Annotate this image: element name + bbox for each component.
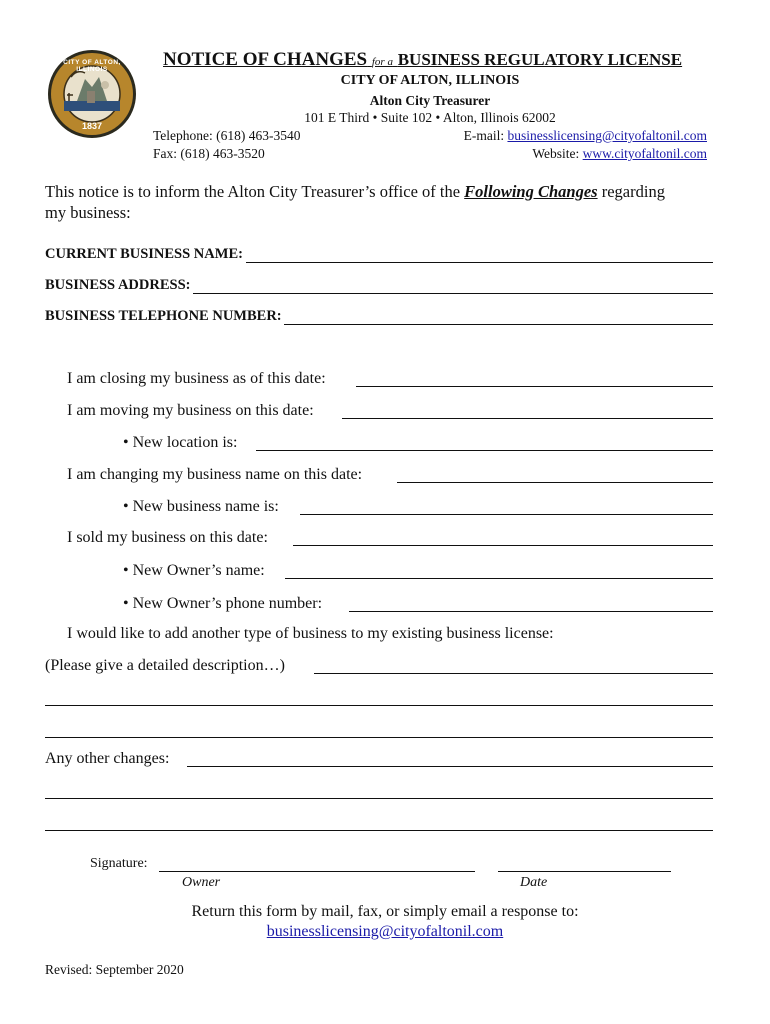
website-label: Website: [532,146,583,161]
owner-caption: Owner [182,875,221,890]
intro-after: regarding [597,182,665,201]
description-label: (Please give a detailed description…) [45,657,285,674]
new-location-label: • New location is: [123,434,238,451]
intro-line2: my business: [45,203,131,222]
page-title [163,49,697,71]
other-changes-field-1[interactable] [187,766,713,767]
closing-label: I am closing my business as of this date: [67,370,326,387]
changing-name-label: I am changing my business name on this date: [67,466,363,483]
telephone: Telephone: (618) 463-3540 [153,128,301,143]
date-caption: Date [520,875,548,890]
new-owner-phone-field[interactable] [349,611,713,612]
city-seal [47,49,137,139]
description-field-1[interactable] [314,673,713,674]
website-line [532,146,707,162]
new-name-label: • New business name is: [123,498,279,515]
new-owner-phone-label: • New Owner’s phone number: [123,595,323,612]
intro-emphasis: Following Changes [464,182,598,201]
address-field[interactable] [193,293,713,294]
current-name-label: CURRENT BUSINESS NAME: [45,246,243,262]
office-address: 101 E Third • Suite 102 • Alton, Illinois 62002 [304,110,556,125]
signature-field[interactable] [159,871,475,872]
phone-label: BUSINESS TELEPHONE NUMBER: [45,308,282,324]
new-owner-name-field[interactable] [285,578,713,579]
moving-date-field[interactable] [342,418,713,419]
seal-top-text: CITY OF ALTON, ILLINOIS [63,59,121,73]
moving-label: I am moving my business on this date: [67,402,314,419]
new-owner-name-label: • New Owner’s name: [123,562,265,579]
seal-year: 1837 [81,121,103,131]
return-email [0,923,770,941]
add-type-label: I would like to add another type of business to my existing business license: [67,625,554,642]
revised-date: Revised: September 2020 [45,962,184,977]
city-name: CITY OF ALTON, ILLINOIS [340,73,520,88]
sold-label: I sold my business on this date: [67,529,268,546]
sold-date-field[interactable] [293,545,713,546]
closing-date-field[interactable] [356,386,713,387]
email-link[interactable]: businesslicensing@cityofaltonil.com [507,128,707,143]
intro-paragraph [45,181,735,223]
email-label: E-mail: [463,128,508,143]
other-changes-field-3[interactable] [45,830,713,831]
email-line [464,128,707,144]
title-rest: BUSINESS REGULATORY LICENSE [397,50,683,69]
other-changes-field-2[interactable] [45,798,713,799]
description-field-2[interactable] [45,705,713,706]
return-email-link[interactable]: businesslicensing@cityofaltonil.com [266,923,504,940]
other-changes-label: Any other changes: [45,750,170,767]
new-name-field[interactable] [300,514,713,515]
website-link[interactable]: www.cityofaltonil.com [582,146,707,161]
title-main: NOTICE OF CHANGES [163,49,368,70]
intro-before: This notice is to inform the Alton City Treasurer’s office of the [45,182,465,201]
changing-name-date-field[interactable] [397,482,713,483]
signature-label: Signature: [90,856,148,871]
new-location-field[interactable] [256,450,713,451]
description-field-3[interactable] [45,737,713,738]
address-label: BUSINESS ADDRESS: [45,277,191,293]
title-for: for a [371,56,393,68]
return-text: Return this form by mail, fax, or simply email a response to: [191,903,579,920]
date-field[interactable] [498,871,671,872]
current-name-field[interactable] [246,262,713,263]
office-name: Alton City Treasurer [369,93,491,108]
fax: Fax: (618) 463-3520 [153,146,265,161]
phone-field[interactable] [284,324,713,325]
